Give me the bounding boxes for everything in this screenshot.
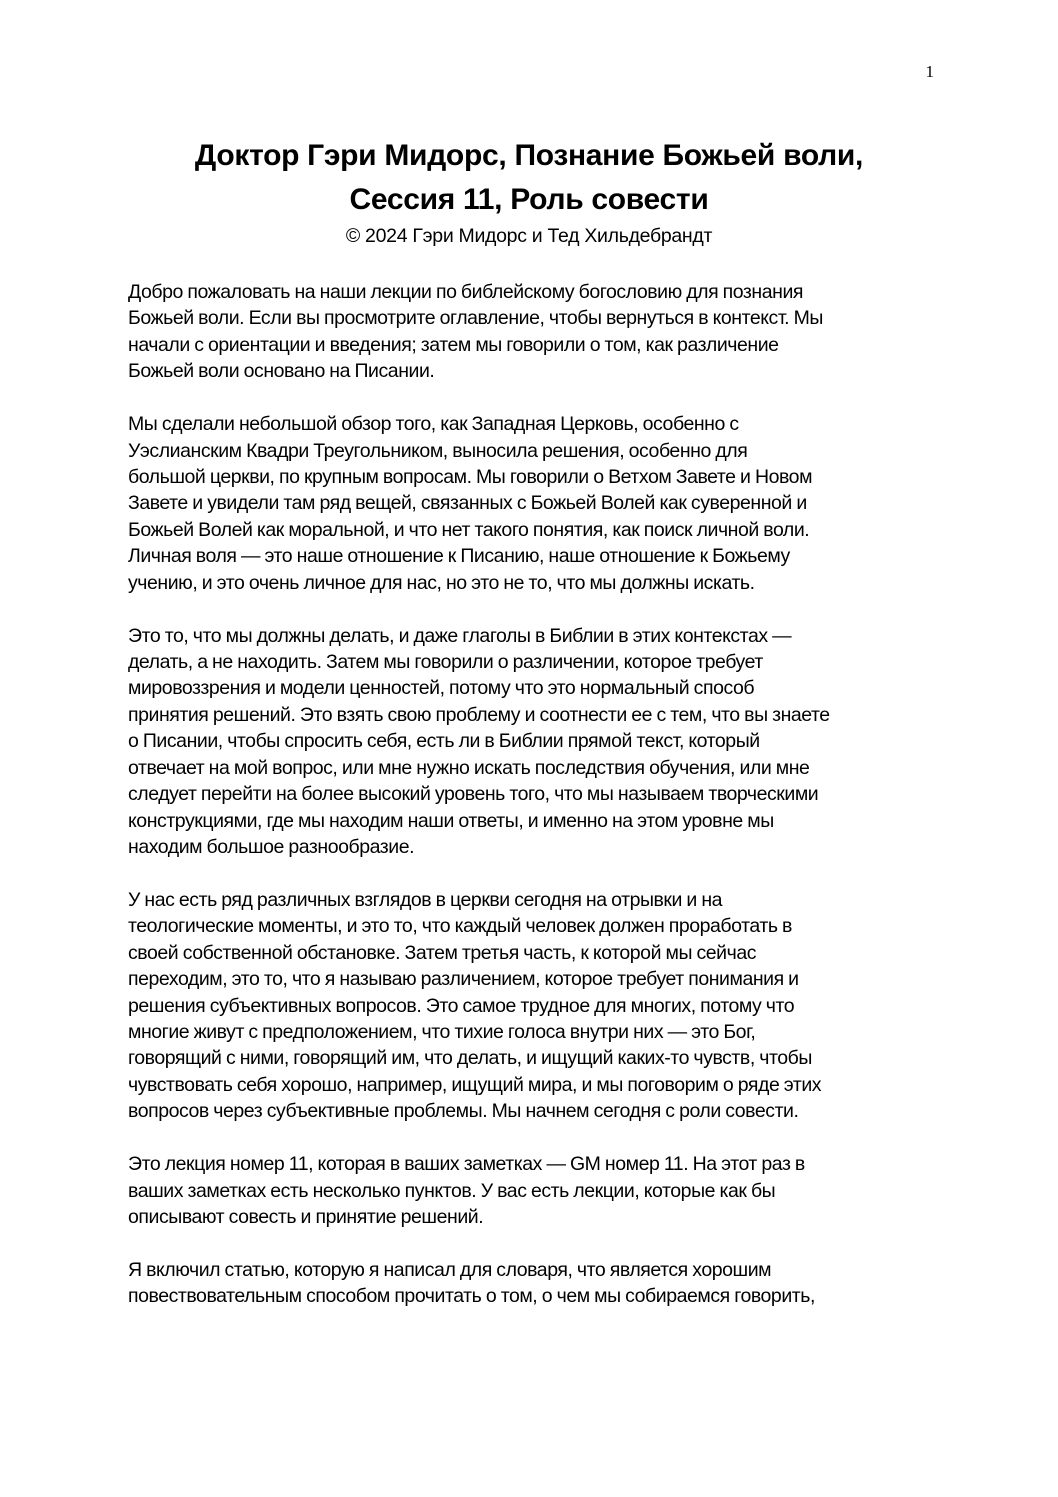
- paragraph-3: [128, 623, 940, 861]
- page-number: 1: [925, 62, 934, 81]
- text-line: теологические моменты, и это то, что каждый человек должен проработать в: [128, 915, 792, 938]
- text-line: описывают совесть и принятие решений.: [128, 1205, 484, 1228]
- text-line: многие живут с предположением, что тихие голоса внутри них — это Бог,: [128, 1020, 756, 1043]
- text-line: У нас есть ряд различных взглядов в церкви сегодня на отрывки и на: [128, 888, 723, 911]
- paragraph-5: [128, 1151, 940, 1230]
- text-line: чувствовать себя хорошо, например, ищущий мира, и мы поговорим о ряде этих: [128, 1073, 822, 1096]
- paragraph-4: [128, 887, 940, 1125]
- text-line: Мы сделали небольшой обзор того, как Западная Церковь, особенно с: [128, 413, 739, 436]
- text-line: решения субъективных вопросов. Это самое трудное для многих, потому что: [128, 994, 795, 1017]
- text-line: ваших заметках есть несколько пунктов. У вас есть лекции, которые как бы: [128, 1179, 776, 1202]
- text-line: Личная воля — это наше отношение к Писанию, наше отношение к Божьему: [128, 545, 790, 568]
- text-line: Добро пожаловать на наши лекции по библейскому богословию для познания: [128, 281, 804, 303]
- document-body: [128, 279, 940, 1336]
- text-line: мировоззрения и модели ценностей, потому что это нормальный способ: [128, 677, 755, 700]
- paragraph-1: [128, 279, 940, 385]
- text-line: своей собственной обстановке. Затем третья часть, к которой мы сейчас: [128, 941, 757, 964]
- text-line: о Писании, чтобы спросить себя, есть ли в Библии прямой текст, который: [128, 730, 760, 753]
- text-line: говорящий с ними, говорящий им, что делать, и ищущий каких-то чувств, чтобы: [128, 1047, 812, 1070]
- document-header: [0, 134, 1058, 250]
- text-line: следует перейти на более высокий уровень того, что мы называем творческими: [128, 783, 819, 806]
- text-line: делать, а не находить. Затем мы говорили о различении, которое требует: [128, 651, 763, 674]
- text-line: Завете и увидели там ряд вещей, связанных с Божьей Волей как суверенной и: [128, 492, 807, 515]
- document-title-line-1: Доктор Гэри Мидорс, Познание Божьей воли,: [194, 139, 864, 172]
- text-line: конструкциями, где мы находим наши ответы, и именно на этом уровне мы: [128, 809, 774, 832]
- text-line: отвечает на мой вопрос, или мне нужно искать последствия обучения, или мне: [128, 756, 810, 779]
- text-line: Божьей воли основано на Писании.: [128, 360, 435, 383]
- text-line: Это лекция номер 11, которая в ваших заметках — GM номер 11. На этот раз в: [128, 1153, 805, 1176]
- paragraph-2: [128, 411, 940, 596]
- document-title-line-2: Сессия 11, Роль совести: [349, 183, 709, 216]
- text-line: учению, и это очень личное для нас, но это не то, что мы должны искать.: [128, 571, 755, 594]
- text-line: начали с ориентации и введения; затем мы говорили о том, как различение: [128, 333, 779, 356]
- text-line: большой церкви, по крупным вопросам. Мы говорили о Ветхом Завете и Новом: [128, 466, 813, 489]
- text-line: Уэслианским Квадри Треугольником, выносила решения, особенно для: [128, 439, 748, 462]
- text-line: вопросов через субъективные проблемы. Мы начнем сегодня с роли совести.: [128, 1100, 799, 1123]
- text-line: повествовательным способом прочитать о том, о чем мы собираемся говорить,: [128, 1285, 815, 1308]
- text-line: Божьей воли. Если вы просмотрите оглавление, чтобы вернуться в контекст. Мы: [128, 307, 823, 330]
- text-line: принятия решений. Это взять свою проблему и соотнести ее с тем, что вы знаете: [128, 703, 830, 726]
- text-line: Я включил статью, которую я написал для словаря, что является хорошим: [128, 1258, 772, 1281]
- paragraph-6: [128, 1257, 940, 1310]
- copyright-notice: © 2024 Гэри Мидорс и Тед Хильдебрандт: [345, 225, 713, 247]
- text-line: находим большое разнообразие.: [128, 835, 415, 858]
- text-line: Это то, что мы должны делать, и даже глаголы в Библии в этих контекстах —: [128, 624, 792, 647]
- text-line: переходим, это то, что я называю различением, которое требует понимания и: [128, 968, 799, 991]
- text-line: Божьей Волей как моральной, и что нет такого понятия, как поиск личной воли.: [128, 518, 810, 541]
